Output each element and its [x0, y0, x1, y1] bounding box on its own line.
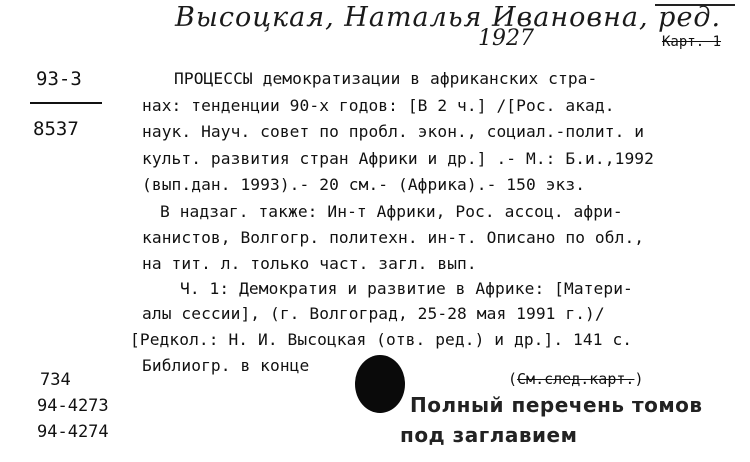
card-number-note: Карт. 1 — [662, 34, 722, 50]
handwritten-author: Высоцкая, Наталья Ивановна, ред. — [175, 2, 722, 33]
shelfmark-number: 8537 — [33, 118, 79, 140]
record-line: [Редкол.: Н. И. Высоцкая (отв. ред.) и др.]. 141 с. — [130, 330, 633, 349]
record-line: ПРОЦЕССЫ демократизации в африканских стра- — [174, 69, 598, 88]
record-line: нах: тенденции 90-х годов: [В 2 ч.] /[Рос. акад. — [142, 96, 615, 115]
shelfmark-classification: 93-3 — [36, 68, 82, 90]
handwritten-year: 1927 — [478, 26, 534, 51]
continuation-note — [508, 370, 643, 388]
stamp-line: Полный перечень томов — [410, 393, 703, 417]
record-line: культ. развития стран Африки и др.] .- М.: Б.и.,1992 — [142, 149, 654, 168]
record-line: В надзаг. также: Ин-т Африки, Рос. ассоц. афри- — [160, 202, 623, 221]
record-line: (вып.дан. 1993).- 20 см.- (Африка).- 150 экз. — [142, 175, 586, 194]
ink-blot — [355, 355, 405, 413]
inventory-number: 734 — [40, 370, 71, 390]
record-line: на тит. л. только част. загл. вып. — [142, 254, 477, 273]
record-line: Ч. 1: Демократия и развитие в Африке: [Матери- — [180, 279, 633, 298]
stamp-line: под заглавием — [400, 423, 578, 447]
shelfmark-divider — [30, 102, 102, 104]
record-line: Библиогр. в конце — [142, 356, 310, 375]
inventory-number: 94-4273 — [37, 396, 109, 416]
record-line: алы сессии], (г. Волгоград, 25-28 мая 1991 г.)/ — [142, 304, 605, 323]
record-line: наук. Науч. совет по пробл. экон., социал.-полит. и — [142, 122, 645, 141]
continuation-close: ) — [634, 370, 644, 388]
continuation-open: ( — [508, 370, 518, 388]
continuation-struck: См.след.карт. — [517, 370, 635, 388]
record-line: канистов, Волгогр. политехн. ин-т. Описано по обл., — [142, 228, 645, 247]
inventory-number: 94-4274 — [37, 422, 109, 442]
